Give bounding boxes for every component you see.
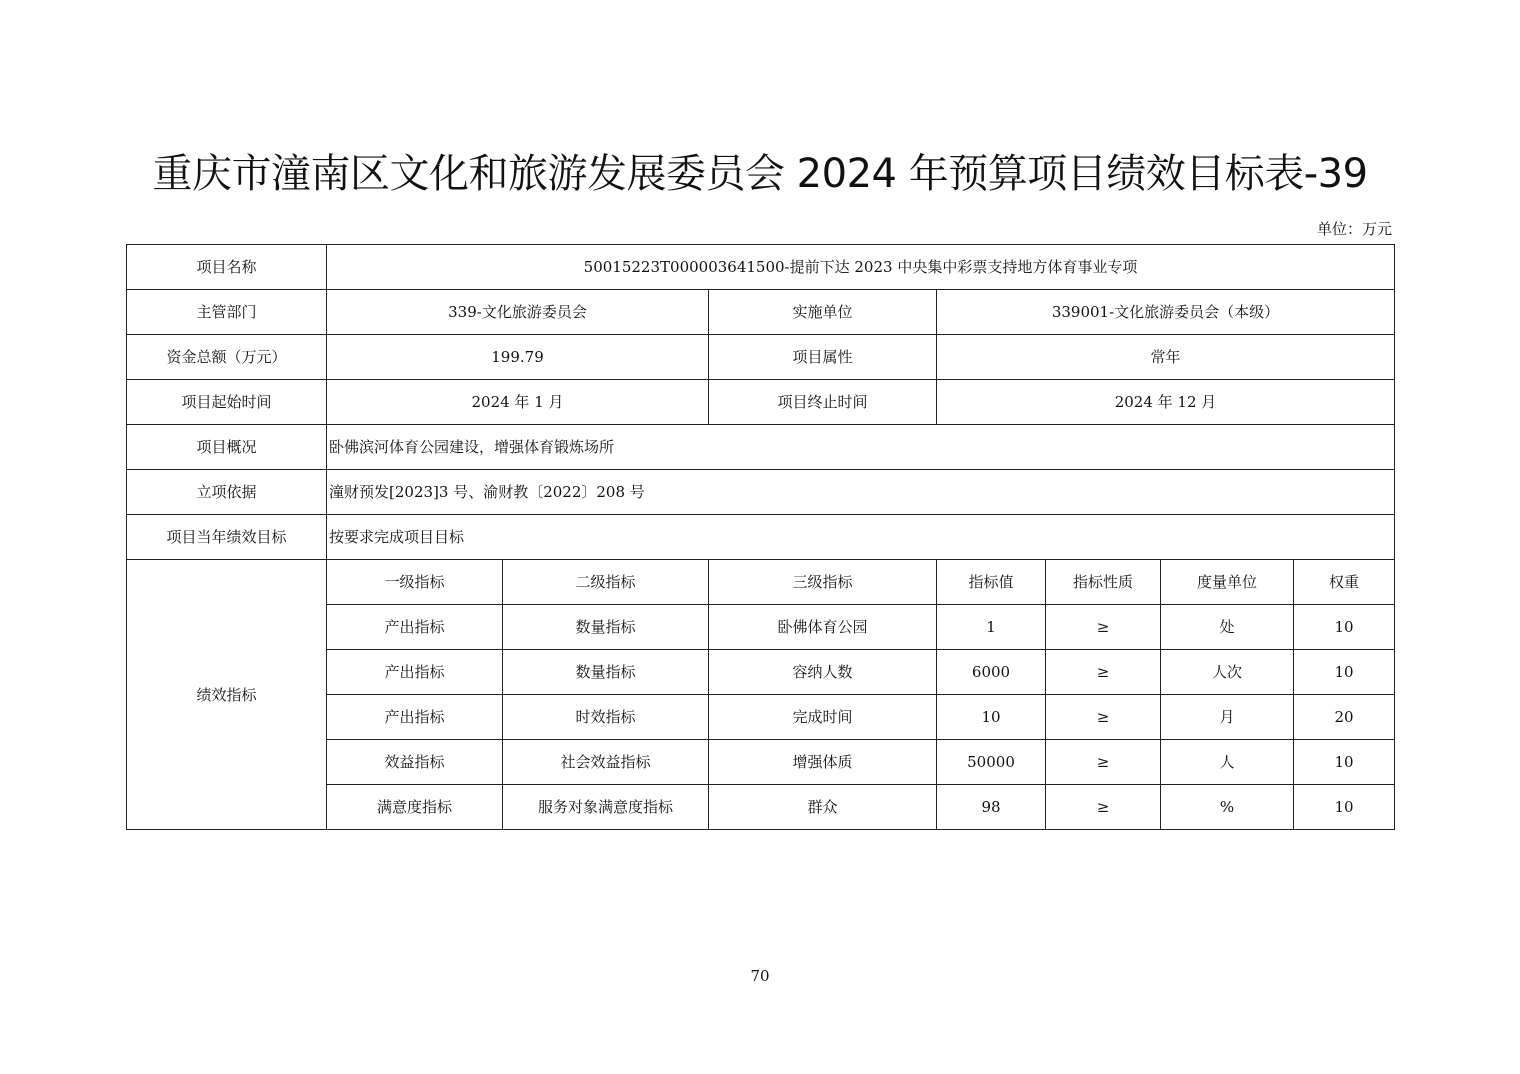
end-value: 2024 年 12 月 — [937, 380, 1395, 425]
cell-level2: 时效指标 — [503, 695, 709, 740]
header-value: 指标值 — [937, 560, 1046, 605]
row-basis — [127, 470, 1395, 515]
cell-weight: 10 — [1294, 650, 1395, 695]
cell-level1: 产出指标 — [327, 605, 503, 650]
overview-value: 卧佛滨河体育公园建设，增强体育锻炼场所 — [327, 425, 1395, 470]
cell-unit: 处 — [1161, 605, 1294, 650]
row-project-name — [127, 245, 1395, 290]
header-level2: 二级指标 — [503, 560, 709, 605]
cell-unit: 人次 — [1161, 650, 1294, 695]
fund-value: 199.79 — [327, 335, 709, 380]
cell-nature: ≥ — [1046, 650, 1161, 695]
header-weight: 权重 — [1294, 560, 1395, 605]
attr-value: 常年 — [937, 335, 1395, 380]
row-overview — [127, 425, 1395, 470]
end-label: 项目终止时间 — [709, 380, 937, 425]
cell-unit: 月 — [1161, 695, 1294, 740]
cell-level2: 数量指标 — [503, 605, 709, 650]
header-level3: 三级指标 — [709, 560, 937, 605]
indicator-header-row — [127, 560, 1395, 605]
cell-level3: 容纳人数 — [709, 650, 937, 695]
basis-value: 潼财预发[2023]3 号、渝财教〔2022〕208 号 — [327, 470, 1395, 515]
overview-label: 项目概况 — [127, 425, 327, 470]
impl-value: 339001-文化旅游委员会（本级） — [937, 290, 1395, 335]
cell-unit: 人 — [1161, 740, 1294, 785]
header-level1: 一级指标 — [327, 560, 503, 605]
row-period — [127, 380, 1395, 425]
cell-level1: 效益指标 — [327, 740, 503, 785]
cell-level2: 数量指标 — [503, 650, 709, 695]
basis-label: 立项依据 — [127, 470, 327, 515]
page-number: 70 — [750, 967, 770, 985]
cell-nature: ≥ — [1046, 605, 1161, 650]
cell-value: 50000 — [937, 740, 1046, 785]
row-department — [127, 290, 1395, 335]
cell-nature: ≥ — [1046, 740, 1161, 785]
cell-value: 98 — [937, 785, 1046, 830]
cell-level2: 社会效益指标 — [503, 740, 709, 785]
cell-weight: 20 — [1294, 695, 1395, 740]
impl-label: 实施单位 — [709, 290, 937, 335]
cell-weight: 10 — [1294, 605, 1395, 650]
cell-value: 6000 — [937, 650, 1046, 695]
cell-level1: 产出指标 — [327, 650, 503, 695]
cell-unit: % — [1161, 785, 1294, 830]
cell-level3: 增强体质 — [709, 740, 937, 785]
cell-level1: 满意度指标 — [327, 785, 503, 830]
fund-label: 资金总额（万元） — [127, 335, 327, 380]
header-nature: 指标性质 — [1046, 560, 1161, 605]
performance-target-table — [126, 244, 1395, 830]
row-goal — [127, 515, 1395, 560]
start-label: 项目起始时间 — [127, 380, 327, 425]
cell-level3: 群众 — [709, 785, 937, 830]
cell-nature: ≥ — [1046, 785, 1161, 830]
project-name-value: 50015223T000003641500-提前下达 2023 中央集中彩票支持地方体育事业专项 — [327, 245, 1395, 290]
goal-value: 按要求完成项目目标 — [327, 515, 1395, 560]
page-title: 重庆市潼南区文化和旅游发展委员会 2024 年预算项目绩效目标表-39 — [152, 151, 1368, 197]
cell-level1: 产出指标 — [327, 695, 503, 740]
cell-value: 1 — [937, 605, 1046, 650]
indicator-section-label: 绩效指标 — [127, 560, 327, 830]
start-value: 2024 年 1 月 — [327, 380, 709, 425]
cell-weight: 10 — [1294, 740, 1395, 785]
dept-value: 339-文化旅游委员会 — [327, 290, 709, 335]
cell-level3: 卧佛体育公园 — [709, 605, 937, 650]
attr-label: 项目属性 — [709, 335, 937, 380]
header-unit: 度量单位 — [1161, 560, 1294, 605]
row-fund — [127, 335, 1395, 380]
dept-label: 主管部门 — [127, 290, 327, 335]
project-name-label: 项目名称 — [127, 245, 327, 290]
cell-level3: 完成时间 — [709, 695, 937, 740]
cell-value: 10 — [937, 695, 1046, 740]
cell-weight: 10 — [1294, 785, 1395, 830]
cell-level2: 服务对象满意度指标 — [503, 785, 709, 830]
cell-nature: ≥ — [1046, 695, 1161, 740]
goal-label: 项目当年绩效目标 — [127, 515, 327, 560]
unit-label: 单位：万元 — [1316, 220, 1392, 238]
